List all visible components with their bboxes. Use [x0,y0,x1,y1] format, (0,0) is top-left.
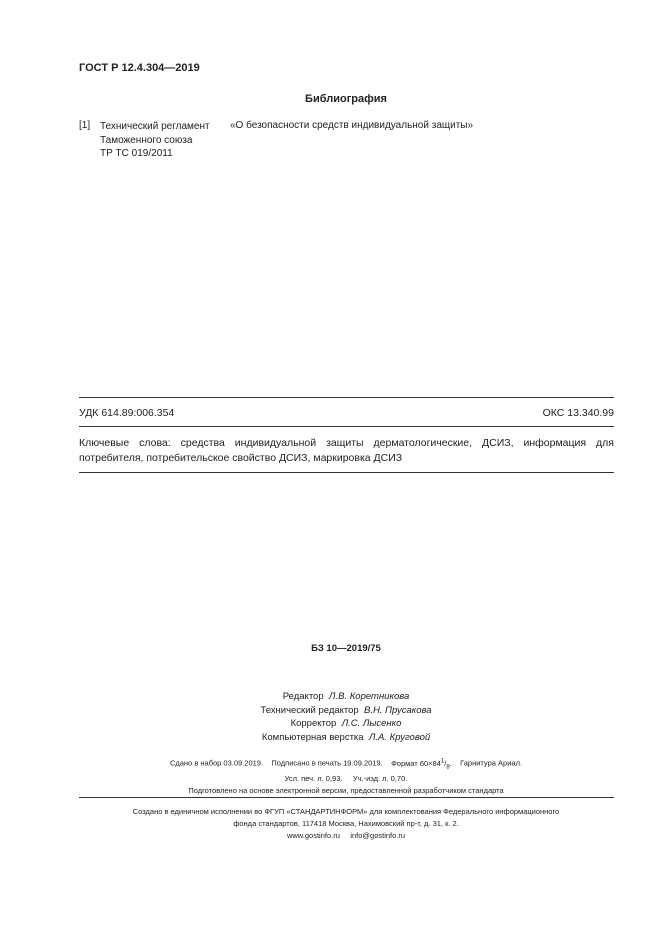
staff-name: Л.В. Коретникова [328,691,410,702]
footer-line-1: Создано в единичном исполнении во ФГУП «СТАНДАРТИНФОРМ» для комплектования Федерального информационного [132,807,560,816]
print-format-num: 1 [440,758,445,764]
print-pub-sheets: Уч.-изд. л. 0,70. [352,774,408,783]
website-link[interactable]: www.gostinfo.ru [286,831,340,840]
staff-line [0,717,661,731]
standard-number: ГОСТ Р 12.4.304—2019 [79,62,200,74]
oks-code: ОКС 13.340.99 [542,407,614,419]
reference-source-line: Технический регламент [100,121,210,132]
divider-footer [79,797,614,798]
print-prepared: Подготовлено на основе электронной версии, предоставленной разработчиком стандарта [188,786,504,795]
reference-title: «О безопасности средств индивидуальной защиты» [230,120,474,131]
print-sent: Сдано в набор 03.09.2019. [169,758,264,768]
keywords: Ключевые слова: средства индивидуальной защиты дерматологические, ДСИЗ, информация для потребителя, потребительское свойство ДСИЗ, маркировка ДСИЗ [79,437,614,464]
reference-number: [1] [79,120,91,131]
footer-line-2: фонда стандартов, 117418 Москва, Нахимовский пр-т, д. 31, к. 2. [233,819,459,828]
print-line-2 [0,773,661,785]
print-format-prefix: Формат 60×84 [391,758,441,768]
footer [0,806,661,842]
reference-source [100,120,210,161]
bibliography-title: Библиография [305,93,387,105]
print-typeface: Гарнитура Ариал. [460,758,523,768]
email-link[interactable]: info@gostinfo.ru [350,831,406,840]
print-details [0,755,661,797]
print-signed: Подписано в печать 19.09.2019. [271,758,383,768]
bz-number: БЗ 10—2019/75 [311,643,381,654]
divider-middle [79,426,614,427]
staff-line [0,690,661,704]
reference-source-line: ТР ТС 019/2011 [100,148,173,159]
print-format: Формат $60\times 84^1/_8$. [391,758,452,770]
print-format-den: 8 [446,764,450,770]
staff-role: Редактор [282,691,324,702]
staff-role: Корректор [290,718,337,729]
print-line-1 [0,755,661,773]
divider-bottom [79,472,614,473]
divider-top [79,397,614,398]
staff-name: Л.А. Круговой [368,731,431,743]
udk-code: УДК 614.89:006.354 [79,407,175,419]
footer-contacts [0,830,661,842]
staff-role: Компьютерная верстка [261,731,364,743]
staff-role: Технический редактор [260,704,359,716]
staff-name: В.Н. Прусакова [364,704,432,716]
staff-name: Л.С. Лысенко [341,718,402,729]
reference-source-line: Таможенного союза [100,134,193,146]
staff-line [0,731,661,745]
print-sheets: Усл. печ. л. 0,93. [284,774,343,783]
staff-line [0,704,661,718]
staff-list [0,690,661,744]
